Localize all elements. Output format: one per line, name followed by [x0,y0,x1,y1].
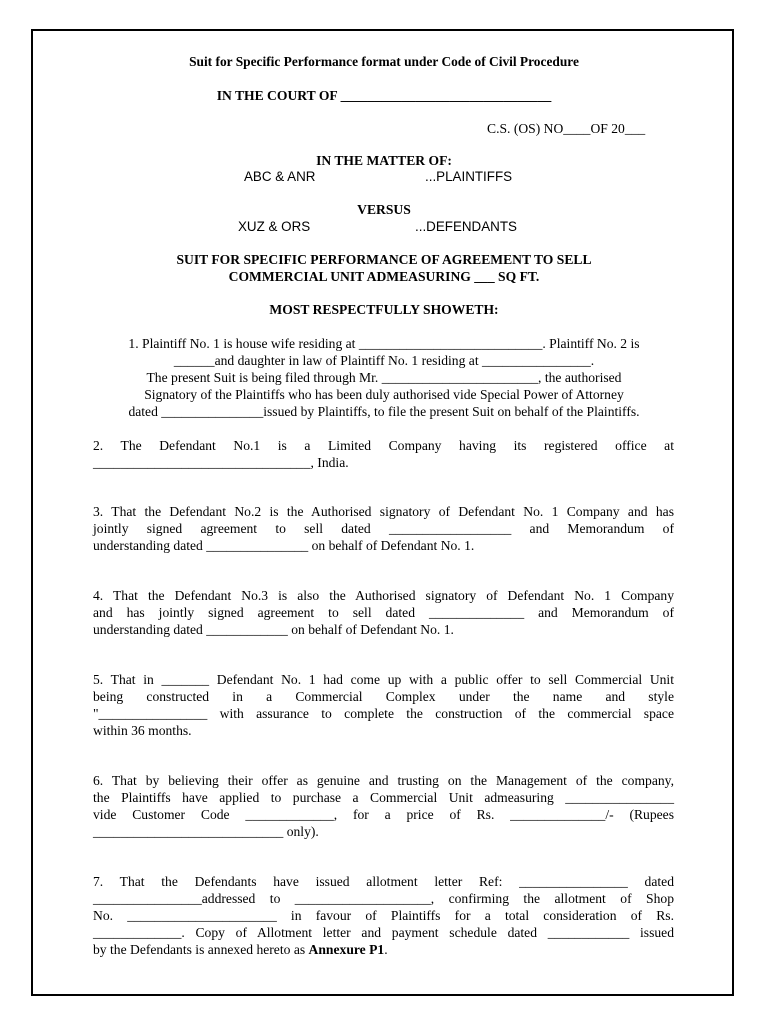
defendants-label: ...DEFENDANTS [415,219,517,234]
court-line: IN THE COURT OF _______________________________ [216,88,552,103]
para-1-line: ______and daughter in law of Plaintiff No. 1 residing at ________________. [173,353,595,368]
para-1-line: dated _______________issued by Plaintiffs, to file the present Suit on behalf of the Plaintiffs. [128,404,640,419]
plaintiffs-name: ABC & ANR [244,169,316,184]
suit-title-line-1: SUIT FOR SPECIFIC PERFORMANCE OF AGREEMENT TO SELL [176,252,592,267]
para-1-line: Signatory of the Plaintiffs who has been duly authorised vide Special Power of Attorney [144,387,624,402]
para-5-line: 5. That in _______ Defendant No. 1 had come up with a public offer to sell Commercial Unit [93,672,674,687]
para-7-text: by the Defendants is annexed hereto as [93,942,309,957]
case-number: C.S. (OS) NO____OF 20___ [487,121,646,136]
para-4-line: 4. That the Defendant No.3 is also the Authorised signatory of Defendant No. 1 Company [93,588,674,603]
para-6-line: 6. That by believing their offer as genuine and trusting on the Management of the company, [93,773,674,788]
defendants-name: XUZ & ORS [238,219,311,234]
para-7-line: _____________. Copy of Allotment letter and payment schedule dated ____________ issued [93,925,674,940]
para-3-line: jointly signed agreement to sell dated __________________ and Memorandum of [93,521,674,536]
para-1-line: The present Suit is being filed through Mr. _______________________, the authorised [146,370,622,385]
para-3-line: understanding dated _______________ on behalf of Defendant No. 1. [93,538,475,553]
para-5-line: "________________ with assurance to complete the construction of the commercial space [93,706,674,721]
para-2-line: ________________________________, India. [93,455,349,470]
para-1-line: 1. Plaintiff No. 1 is house wife residing at ___________________________. Plaintiff No. 2 is [128,336,640,351]
para-7-last-line [93,941,388,958]
para-7-line: ________________addressed to ____________________, confirming the allotment of Shop [93,891,674,906]
document-title: Suit for Specific Performance format under Code of Civil Procedure [189,54,579,69]
matter-heading: IN THE MATTER OF: [316,153,452,168]
showeth-heading: MOST RESPECTFULLY SHOWETH: [269,302,499,317]
para-6-line: the Plaintiffs have applied to purchase a Commercial Unit admeasuring ________________ [93,790,674,805]
suit-title-line-2: COMMERCIAL UNIT ADMEASURING ___ SQ FT. [228,269,540,284]
para-7-period: . [384,942,388,957]
para-4-line: and has jointly signed agreement to sell dated ______________ and Memorandum of [93,605,674,620]
para-7-line: No. ______________________ in favour of Plaintiffs for a total consideration of Rs. [93,908,674,923]
annexure-reference: Annexure P1 [308,942,385,957]
para-7-line: 7. That the Defendants have issued allotment letter Ref: ________________ dated [93,874,674,889]
para-6-line: ____________________________ only). [93,824,319,839]
para-5-line: within 36 months. [93,723,192,738]
para-2-line: 2. The Defendant No.1 is a Limited Company having its registered office at [93,438,674,453]
versus-heading: VERSUS [357,202,411,217]
para-5-line: being constructed in a Commercial Complex under the name and style [93,689,674,704]
para-3-line: 3. That the Defendant No.2 is the Authorised signatory of Defendant No. 1 Company and has [93,504,674,519]
plaintiffs-label: ...PLAINTIFFS [425,169,513,184]
para-6-line: vide Customer Code _____________, for a price of Rs. ______________/- (Rupees [93,807,674,822]
para-4-line: understanding dated ____________ on behalf of Defendant No. 1. [93,622,454,637]
